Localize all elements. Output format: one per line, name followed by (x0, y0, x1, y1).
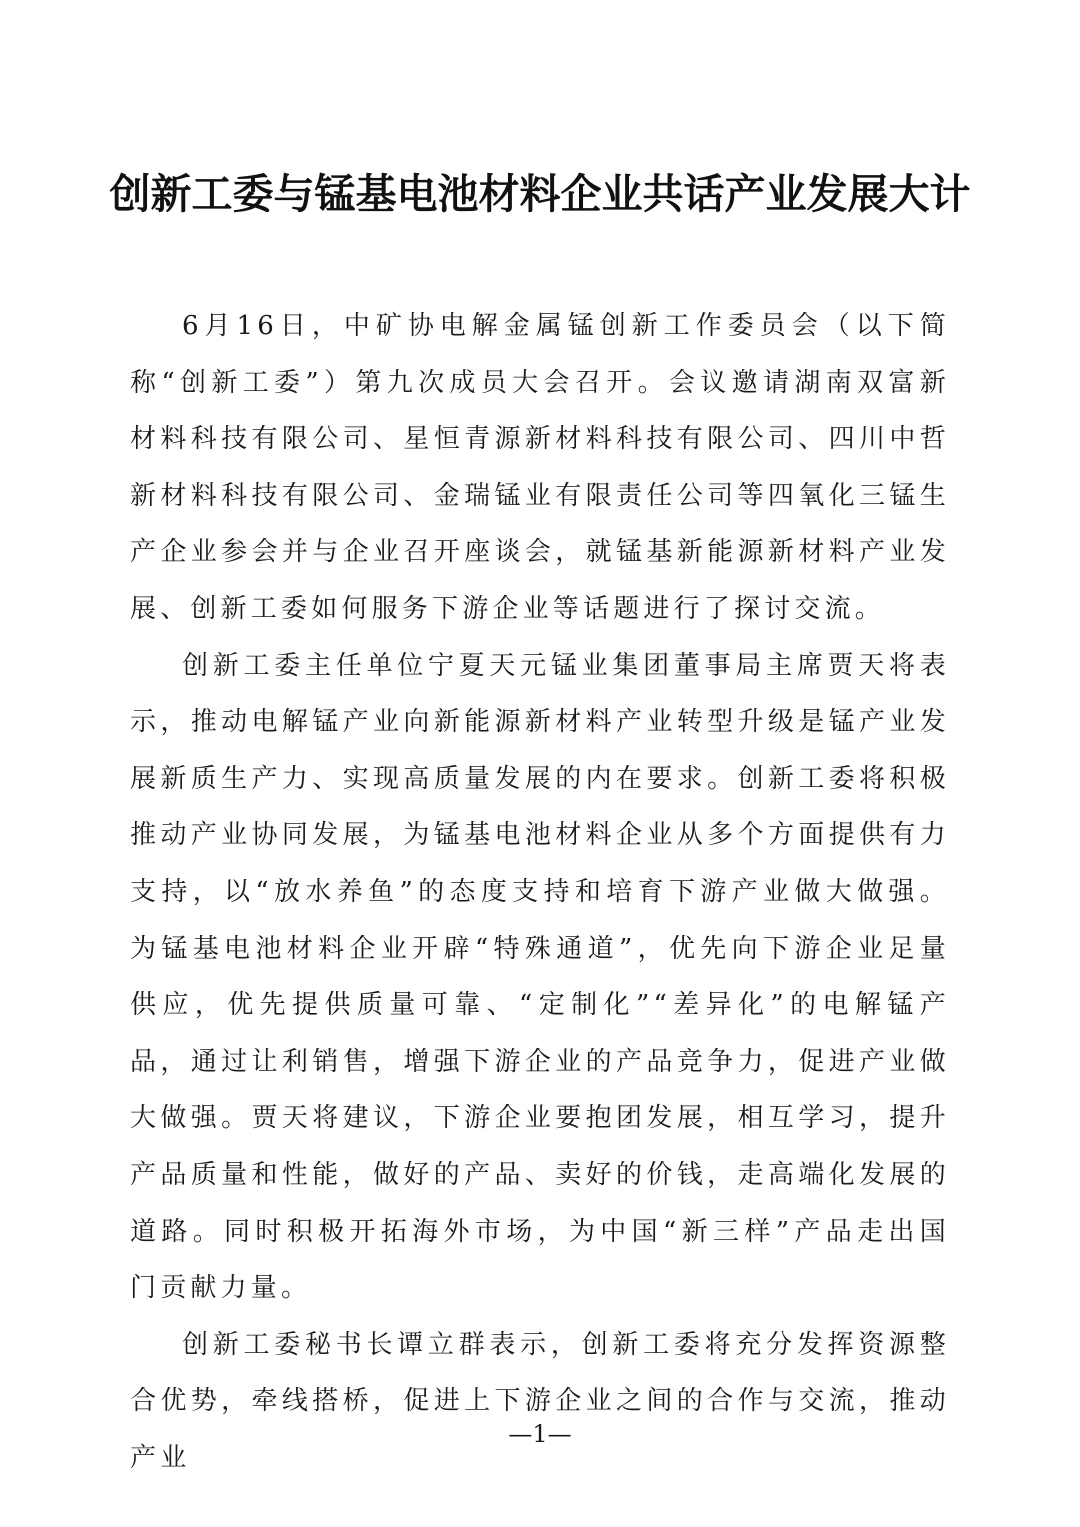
document-title: 创新工委与锰基电池材料企业共话产业发展大计 (109, 170, 971, 218)
page-number: —1— (508, 1420, 572, 1448)
paragraph-2: 创新工委主任单位宁夏天元锰业集团董事局主席贾天将表示，推动电解锰产业向新能源新材料产业转型升级是锰产业发展新质生产力、实现高质量发展的内在要求。创新工委将积极推动产业协同发展，为锰基电池材料企业从多个方面提供有力支持，以“放水养鱼”的态度支持和培育下游产业做大做强。为锰基电池材料企业开辟“特殊通道”，优先向下游企业足量供应，优先提供质量可靠、“定制化”“差异化”的电解锰产品，通过让利销售，增强下游企业的产品竞争力，促进产业做大做强。贾天将建议，下游企业要抱团发展，相互学习，提升产品质量和性能，做好的产品、卖好的价钱，走高端化发展的道路。同时积极开拓海外市场，为中国“新三样”产品走出国门贡献力量。 (130, 650, 950, 1304)
paragraph-1: 6月16日，中矿协电解金属锰创新工作委员会（以下简称“创新工委”）第九次成员大会召开。会议邀请湖南双富新材料科技有限公司、星恒青源新材料科技有限公司、四川中哲新材料科技有限公司、金瑞锰业有限责任公司等四氧化三锰生产企业参会并与企业召开座谈会，就锰基新能源新材料产业发展、创新工委如何服务下游企业等话题进行了探讨交流。 (130, 311, 950, 624)
document-body (130, 298, 950, 1486)
paragraph-3: 创新工委秘书长谭立群表示，创新工委将充分发挥资源整合优势，牵线搭桥，促进上下游企业之间的合作与交流，推动产业 (130, 1329, 950, 1473)
